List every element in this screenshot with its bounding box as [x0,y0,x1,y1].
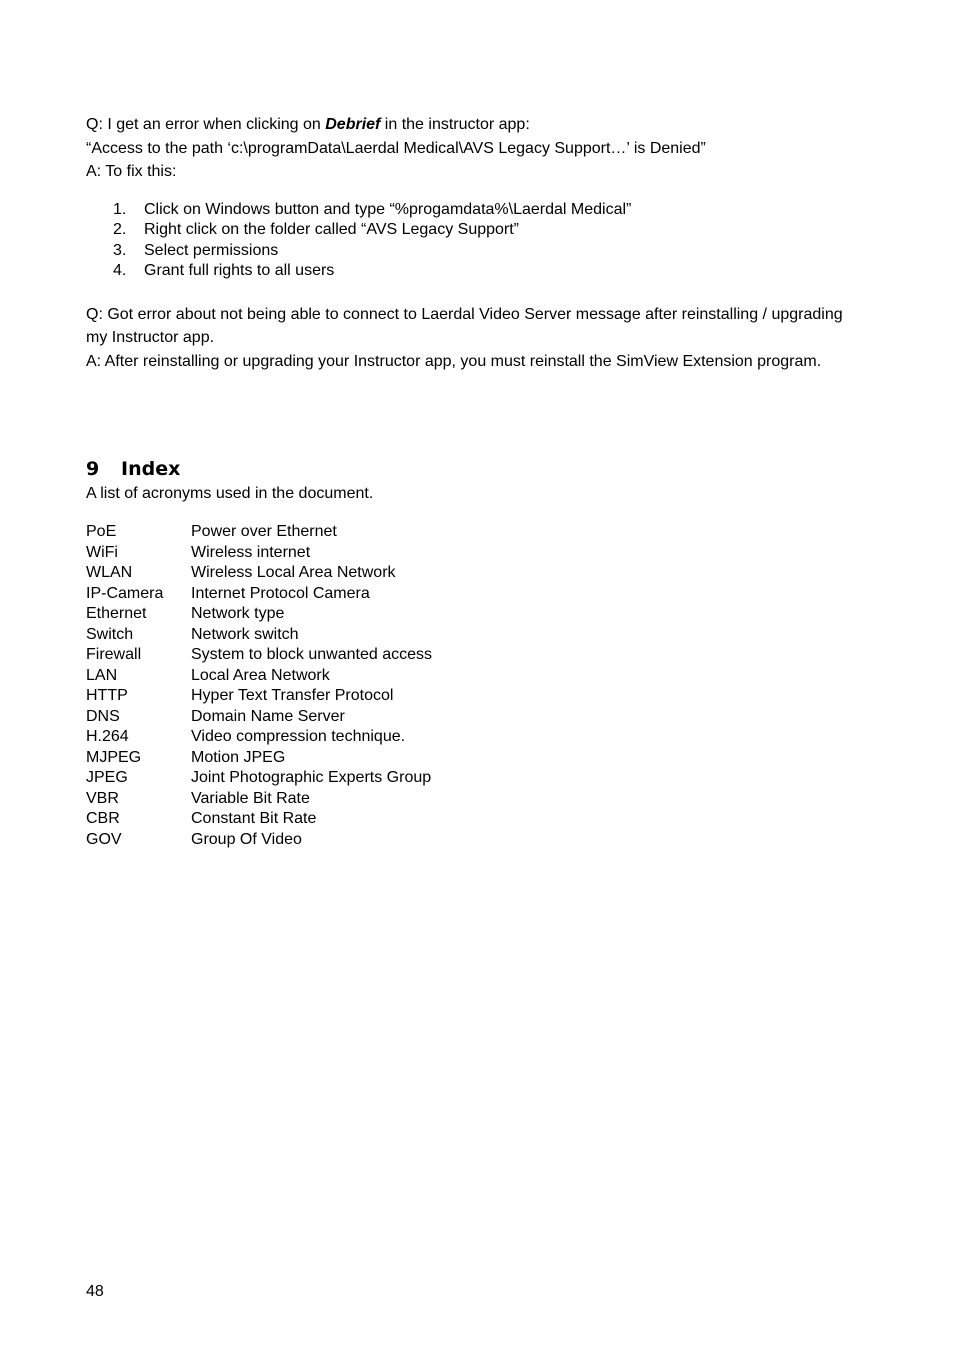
acronym-meaning: Network type [191,605,285,622]
acronym-term: JPEG [86,769,128,786]
acronym-term: IP-Camera [86,584,164,602]
section-title: Index [121,458,181,480]
acronym-term: LAN [86,666,118,684]
question-1-emphasis: Debrief [325,116,381,133]
acronym-meaning: Local Area Network [191,666,330,684]
acronym-meaning: System to block unwanted access [191,646,433,663]
acronym-meaning: Constant Bit Rate [191,810,317,827]
acronym-term: CBR [86,810,120,827]
section-heading [86,456,866,482]
question-1-error: “Access to the path ‘c:\programData\Laerdal Medical\AVS Legacy Support…’ is Denied” [86,139,706,157]
acronym-term: HTTP [86,687,128,704]
list-item [86,241,866,262]
acronym-term: Firewall [86,646,142,663]
acronym-meaning: Variable Bit Rate [191,789,310,807]
section-number: 9 [86,458,100,480]
acronym-term: Ethernet [86,605,147,622]
table-row [86,645,432,666]
acronym-term: MJPEG [86,748,142,766]
answer-2: A: After reinstalling or upgrading your Instructor app, you must reinstall the SimView Extension program. [86,352,822,370]
list-item [86,220,866,241]
acronym-meaning: Hyper Text Transfer Protocol [191,687,394,704]
acronym-term: DNS [86,707,120,725]
question-1 [86,113,866,137]
step-number: 1. [113,200,127,218]
page-number: 48 [86,1283,104,1300]
step-text: Right click on the folder called “AVS Legacy Support” [144,221,520,238]
table-row [86,543,432,564]
step-number: 3. [113,241,127,259]
table-row [86,584,432,605]
acronym-meaning: Joint Photographic Experts Group [191,769,432,786]
table-row [86,686,432,707]
step-text: Grant full rights to all users [144,262,335,279]
table-row [86,707,432,728]
table-row [86,563,432,584]
table-row [86,604,432,625]
answer-1-intro: A: To fix this: [86,163,177,180]
step-number: 4. [113,262,127,279]
table-row [86,748,432,769]
acronym-table [86,522,432,850]
acronym-term: PoE [86,523,117,540]
acronym-term: GOV [86,830,122,848]
acronym-term: VBR [86,789,119,807]
acronym-meaning: Motion JPEG [191,748,286,766]
acronym-meaning: Video compression technique. [191,728,406,745]
table-row [86,830,432,851]
acronym-meaning: Domain Name Server [191,707,345,725]
step-text: Click on Windows button and type “%progamdata%\Laerdal Medical” [144,200,632,218]
acronym-term: WLAN [86,564,133,581]
table-row [86,666,432,687]
step-text: Select permissions [144,241,279,259]
faq-block [86,113,866,373]
list-item [86,261,866,282]
table-row [86,522,432,543]
table-row [86,809,432,830]
index-section [86,456,866,850]
table-row [86,789,432,810]
acronym-term: H.264 [86,728,129,745]
acronym-meaning: Power over Ethernet [191,523,337,540]
acronym-meaning: Network switch [191,625,299,643]
answer-1-steps [86,200,866,282]
question-1-prefix: Q: I get an error when clicking on [86,116,326,133]
question-1-suffix: in the instructor app: [380,116,530,133]
acronym-meaning: Group Of Video [191,830,302,848]
section-intro: A list of acronyms used in the document. [86,485,374,502]
acronym-meaning: Internet Protocol Camera [191,584,370,602]
table-row [86,768,432,789]
table-row [86,625,432,646]
list-item [86,200,866,221]
acronym-term: Switch [86,625,134,643]
table-row [86,727,432,748]
acronym-meaning: Wireless Local Area Network [191,564,396,581]
question-2: Q: Got error about not being able to connect to Laerdal Video Server message after reinstalling / upgrading my Instructor app. [86,305,843,346]
acronym-term: WiFi [86,543,118,561]
step-number: 2. [113,221,127,238]
acronym-meaning: Wireless internet [191,543,311,561]
